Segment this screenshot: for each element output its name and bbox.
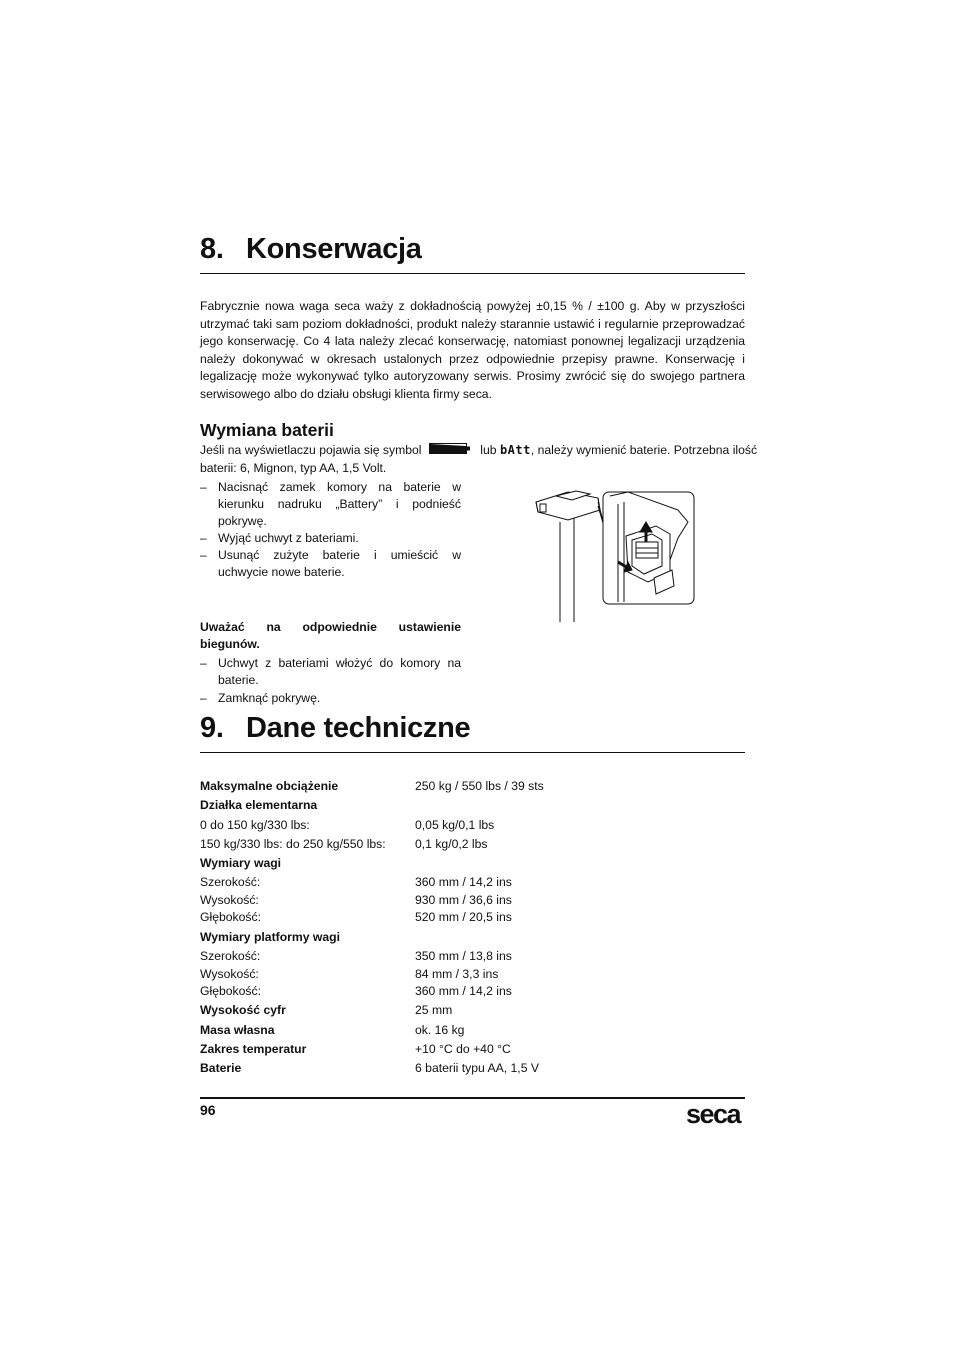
section-9-rule [200,752,745,753]
batt-display-text: bAtt [499,443,531,457]
section-8-title: Konserwacja [246,233,422,265]
section-8-rule [200,273,745,274]
battery-type-line: baterii: 6, Mignon, typ AA, 1,5 Volt. [200,461,387,475]
table-row: Działka elementarna [200,798,318,812]
battery-line-after: , należy wymienić baterie. Potrzebna ilość [530,443,758,457]
table-row: Szerokość: 360 mm / 14,2 ins [200,875,512,889]
page-number: 96 [200,1102,216,1118]
battery-compartment-illustration [528,482,698,624]
battery-line-before: Jeśli na wyświetlaczu pojawia się symbol [200,443,422,457]
list-item: – Nacisnąć zamek komory na baterie w kierunku nadruku „Battery” i podnieść pokrywę. [200,480,461,528]
table-row: Masa własna ok. 16 kg [200,1023,465,1037]
table-row: Szerokość: 350 mm / 13,8 ins [200,949,512,963]
polarity-warning: Uważać na odpowiednie ustawienie biegunów. [200,620,461,651]
table-row: 0 do 150 kg/330 lbs: 0,05 kg/0,1 lbs [200,818,495,832]
table-row: Wysokość: 930 mm / 36,6 ins [200,893,512,907]
list-item: – Wyjąć uchwyt z bateriami. [200,531,359,545]
table-row: Maksymalne obciążenie 250 kg / 550 lbs / 39 sts [200,779,544,793]
table-row: Baterie 6 baterii typu AA, 1,5 V [200,1061,539,1075]
table-row: Głębokość: 360 mm / 14,2 ins [200,984,512,998]
table-row: Zakres temperatur +10 °C do +40 °C [200,1042,511,1056]
table-row: Wysokość cyfr 25 mm [200,1003,453,1017]
battery-line-lub: lub [480,443,497,457]
list-item: – Uchwyt z bateriami włożyć do komory na baterie. [200,656,461,687]
section-9-title: Dane techniczne [246,712,471,744]
table-row: 150 kg/330 lbs: do 250 kg/550 lbs: 0,1 kg/0,2 lbs [200,837,488,851]
battery-steps-list-2 [200,655,461,707]
section-8-intro: Fabrycznie nowa waga seca waży z dokładnością powyżej ±0,15 % / ±100 g. Aby w przyszłości utrzymać taki sam poziom dokładności, produkt należy starannie ustawić i regularnie przeprowadzać jego konserwację. Co 4 lata należy zlecać konserwację, natomiast ponownej legalizacji urządzenia należy dokonywać w okresach ustalonych przez odpowiednie przepisy prawne. Konserwację i legalizację może wykonywać tylko autoryzowany serwis. Prosimy zwrócić się do swojego partnera serwisowego albo do działu obsługi klienta firmy seca. [200,299,745,401]
battery-steps-list [200,479,461,581]
battery-low-icon [429,442,471,460]
table-row: Głębokość: 520 mm / 20,5 ins [200,910,512,924]
seca-logo: seca [686,1099,741,1129]
table-row: Wymiary platformy wagi [200,930,340,944]
battery-symbol-line [200,442,758,460]
table-row: Wysokość: 84 mm / 3,3 ins [200,967,499,981]
footer-rule [200,1097,745,1099]
battery-heading: Wymiana baterii [200,420,334,440]
section-9-heading [200,712,470,745]
list-item: – Zamknąć pokrywę. [200,691,321,705]
section-8-heading [200,233,422,266]
section-8-number: 8. [200,233,224,265]
table-row: Wymiary wagi [200,856,282,870]
list-item: – Usunąć zużyte baterie i umieścić w uchwycie nowe baterie. [200,548,461,579]
section-9-number: 9. [200,712,224,744]
